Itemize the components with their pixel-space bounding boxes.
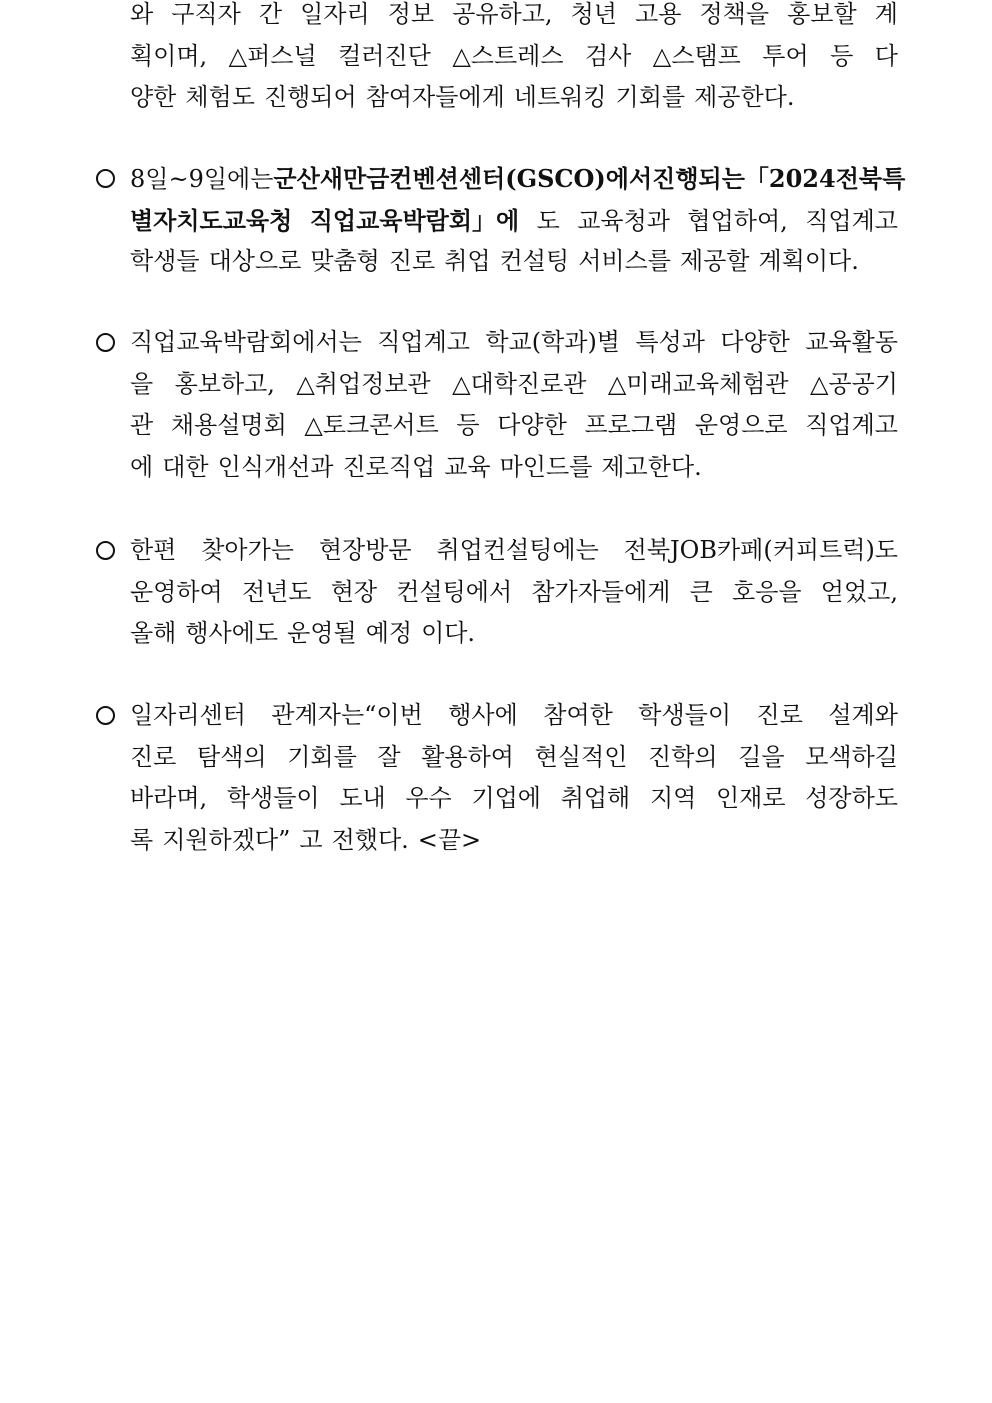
word: 체험도 [185,83,255,111]
word: 진로 [756,701,803,729]
word: 프로그램 [584,411,678,439]
word: 일자리 [300,0,370,28]
text-line [130,322,898,363]
word: 네트워킹 [513,83,607,111]
word: 취업해 [560,784,631,812]
word: 전년도 [241,577,312,606]
word: 호응을 [732,577,802,606]
word: 운영될 [287,619,357,647]
text-line [130,737,898,778]
word: 구직자 [171,0,241,28]
word: 잘 [377,742,401,771]
word: 고용 [635,0,682,28]
word: 군산새만금컨벤션센터(GSCO)에서 [273,164,653,193]
word: △스트레스 [452,41,564,70]
word: 다양한 [497,411,567,439]
word: 록 [130,825,154,854]
word: 학교(학과)별 [485,328,620,356]
word: 고 [299,825,323,854]
word: △대학진로관 [452,369,587,398]
text-line [130,530,898,571]
word: 8일~9일에는 [130,165,274,193]
text-line [130,778,898,819]
word: 컨설팅 [499,247,570,275]
word: 채용설명회 [170,411,287,439]
word: 계 [874,0,898,28]
word: 마인드를 [499,452,593,481]
word: 직업교육박람회」에 [309,205,520,235]
word: 인식개선과 [217,452,334,481]
word: 도 [536,206,560,235]
word: 홍보하고, [174,369,275,398]
word: 특성과 [635,328,705,356]
word: 별자치도교육청 [130,205,293,235]
word: 교육청과 [577,206,670,235]
word: 찾아가는 [201,536,294,564]
word: 올해 [130,619,177,647]
word: 대한 [162,452,209,481]
word: △스탬프 [652,41,741,70]
word: 얻었고, [820,577,898,606]
text-line [130,158,906,199]
word: 등 [830,41,854,70]
word: 검사 [584,41,632,70]
word: 양한 [130,83,177,111]
word: 행사에 [448,701,518,729]
word: 현장방문 [318,536,412,564]
word: 등 [456,411,480,439]
text-line [130,613,484,654]
word: 일자리센터 [130,701,246,729]
word: 제고한다. [601,452,702,481]
word: 직업교육박람회에서는 [130,328,362,356]
word: 투어 [762,41,809,70]
word: 길을 [738,742,785,771]
word: 학생들이 [226,784,320,812]
word: 정책을 [699,0,770,28]
word: 운영하여 [130,577,223,606]
word: 다양한 [720,328,790,356]
word: 한편 [130,536,177,564]
word: 공유하고, [452,0,553,28]
word: 진학의 [648,742,718,771]
word: △공공기 [809,369,898,398]
text-line [130,0,898,35]
text-line [130,364,898,405]
word: 진행되어 [263,83,357,111]
word: 진로직업 [342,452,436,481]
word: △토크콘서트 [304,411,439,439]
word: 직업계고 [805,411,898,439]
word: △미래교육체험관 [607,369,789,398]
word: 성장하도 [805,784,898,812]
word: 제공할 [679,247,750,275]
word: 인재로 [716,784,786,812]
word: 서비스를 [578,247,671,275]
word: 진로 [388,247,436,275]
word: 기업에 [471,784,541,812]
word: 학생들 [130,247,200,275]
word: 다 [874,41,898,70]
word: 취업 [444,247,491,275]
word: 대상으로 [208,247,302,275]
text-line [130,36,898,77]
word: 현실적인 [534,742,628,771]
word: 직업계고 [805,206,898,235]
word: 획이며, [130,41,208,70]
word: 협업하여, [687,206,788,235]
word: 직업계고 [377,328,470,356]
word: 교육활동 [805,328,898,356]
bullet-circle-icon [92,695,120,736]
word: 기회를 [287,742,357,771]
bullet-circle-icon [92,530,120,571]
word: 청년 [570,0,617,28]
word: 기회를 [615,83,686,111]
word: 우수 [405,784,452,812]
word: 바라며, [130,784,208,812]
word: 이다. [421,619,476,647]
word: 진로 [130,742,177,771]
word: 계획이다. [758,247,859,275]
word: 현장 [330,577,378,606]
text-line [130,200,898,241]
word: 컬러진단 [338,41,431,70]
text-line [130,241,868,282]
word: 관계자는“이번 [271,701,423,729]
word: 컨설팅에서 [396,577,513,606]
word: 홍보할 [787,0,857,28]
word: 도내 [339,784,386,812]
word: 취업컨설팅에는 [436,536,599,564]
word: 참가자들에게 [531,577,671,606]
word: 운영으로 [694,411,788,439]
word: 전북JOB카페(커피트럭)도 [623,536,898,564]
word: 학생들이 [638,701,732,729]
word: 을 [130,369,154,398]
word: 맞춤형 [310,247,380,275]
word: 지역 [649,784,697,812]
text-line [130,820,490,861]
word: <끝> [417,825,482,854]
word: 예정 [365,619,413,647]
word: 탐색의 [197,742,267,771]
text-line [130,447,711,488]
word: 전했다. [331,825,409,854]
word: 전북특 [835,164,906,193]
word: 참여한 [543,701,613,729]
word: 관 [130,411,154,439]
word: 정보 [387,0,435,28]
word: 큰 [689,577,713,606]
bullet-circle-icon [92,322,120,363]
word: △취업정보관 [296,369,431,398]
word: 참여자들에게 [365,83,505,111]
word: 교육 [444,452,491,481]
text-line [130,405,898,446]
word: 제공한다. [694,83,795,111]
word: 간 [258,0,283,28]
word: 모색하길 [805,742,898,771]
word: 지원하겠다” [162,825,291,854]
word: 진행되는 [652,164,745,193]
word: 설계와 [828,701,898,729]
word: 「2024 [744,164,836,193]
text-line [130,77,803,118]
word: 활용하여 [421,742,514,771]
text-line [130,572,898,613]
word: 와 [130,0,154,28]
bullet-circle-icon [92,158,120,199]
word: 에 [130,452,154,481]
word: △퍼스널 [228,41,317,70]
word: 행사에도 [185,619,279,647]
text-line [130,695,898,736]
